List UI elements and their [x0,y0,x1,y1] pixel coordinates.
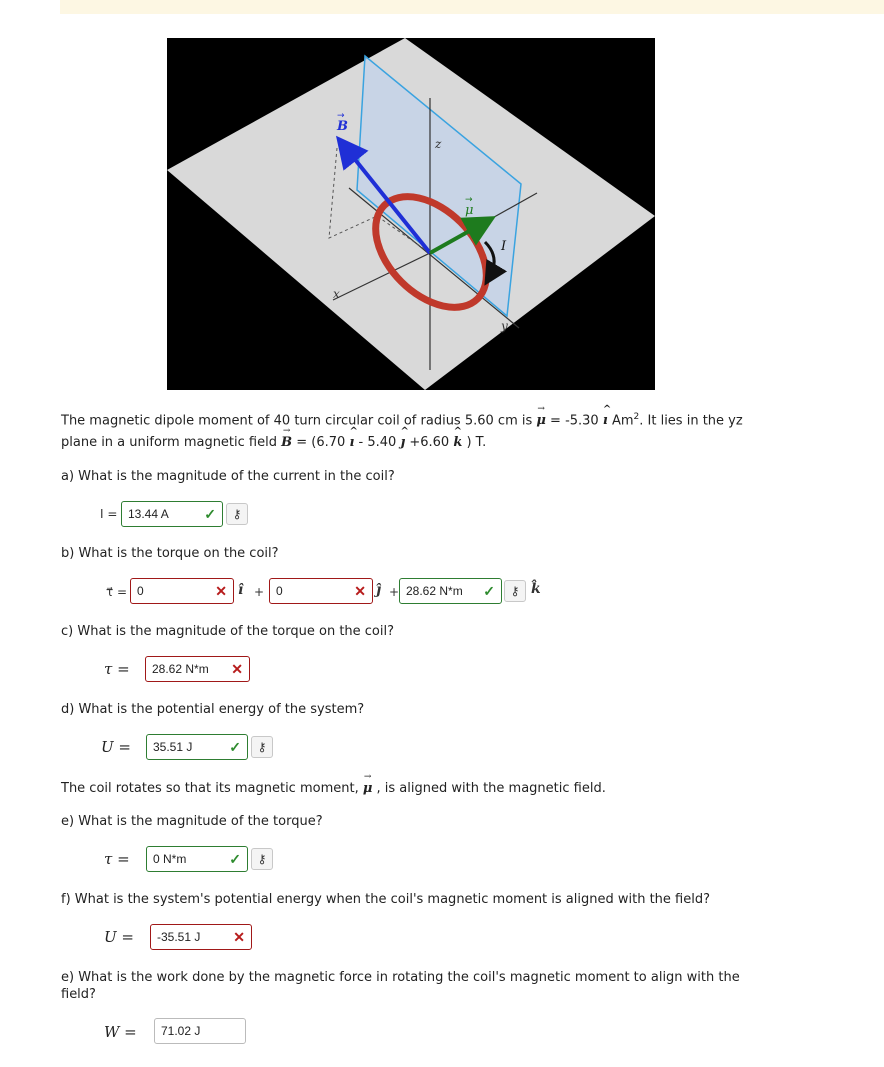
cross-icon: ✕ [231,661,243,677]
part-c-label: τ = [104,660,130,678]
part-e-question: e) What is the magnitude of the torque? [61,814,323,829]
part-f-value: -35.51 J [157,930,201,944]
y-label: y [501,319,508,333]
part-d-question: d) What is the potential energy of the system? [61,702,365,717]
part-e-value: 0 N*m [153,852,187,866]
part-b-y-value: 0 [276,584,283,598]
coil-diagram-svg [167,38,655,390]
plus-sign-2: + [389,585,400,599]
k-hat-unit: k̂ [531,581,541,597]
part-f-input[interactable] [150,924,252,950]
part-g-label: W = [104,1023,137,1041]
i-hat-unit: ı̂ [238,582,244,598]
part-b-x-value: 0 [137,584,144,598]
part-g-question-line-1: e) What is the work done by the magnetic force in rotating the coil's magnetic moment to align with the [61,970,740,985]
part-a-value: 13.44 A [128,507,169,521]
part-b-z-input[interactable] [399,578,502,604]
part-b-question: b) What is the torque on the coil? [61,546,279,561]
check-icon: ✓ [229,739,241,755]
part-b-label: τ⃗ = [106,585,128,599]
key-icon[interactable]: ⚷ [251,736,273,758]
part-a-label: I = [100,507,118,521]
part-c-input[interactable] [145,656,250,682]
part-f-question: f) What is the system's potential energy when the coil's magnetic moment is aligned with the field? [61,892,710,907]
check-icon: ✓ [483,583,495,599]
mu-label-arrow: → [465,195,473,205]
B-label: B [337,119,348,134]
top-banner [60,0,884,14]
part-g-value: 71.02 J [161,1024,201,1038]
check-icon: ✓ [204,506,216,522]
x-label: x [333,287,340,301]
problem-line-2: plane in a uniform magnetic field → B = (6.70 ^ ı - 5.40 ^ ȷ +6.60 ^ k ) T. [61,435,486,450]
key-icon[interactable]: ⚷ [251,848,273,870]
part-b-x-input[interactable] [130,578,234,604]
part-b-z-value: 28.62 N*m [406,584,463,598]
plus-sign-1: + [254,585,265,599]
key-icon[interactable]: ⚷ [226,503,248,525]
key-icon[interactable]: ⚷ [504,580,526,602]
B-label-arrow: → [337,111,345,121]
part-f-label: U = [104,928,134,946]
part-b-y-input[interactable] [269,578,373,604]
problem-line-1: The magnetic dipole moment of 40 turn circular coil of radius 5.60 cm is → μ = -5.30 ^ ı Am$^2$. It lies in the yz [61,412,743,428]
part-c-question: c) What is the magnitude of the torque on the coil? [61,624,395,639]
cross-icon: ✕ [233,929,245,945]
part-c-value: 28.62 N*m [152,662,209,676]
mu-label: μ [465,203,474,218]
part-d-label: U = [101,738,131,756]
coil-figure [167,38,655,390]
part-g-input[interactable] [154,1018,246,1044]
part-e-label: τ = [104,850,130,868]
j-hat-unit: ȷ̂ [376,582,382,598]
part-d-input[interactable] [146,734,248,760]
part-e-input[interactable] [146,846,248,872]
cross-icon: ✕ [215,583,227,599]
rotation-statement: The coil rotates so that its magnetic moment, → μ , is aligned with the magnetic field. [61,781,606,796]
cross-icon: ✕ [354,583,366,599]
check-icon: ✓ [229,851,241,867]
I-label: I [501,239,507,254]
part-a-question: a) What is the magnitude of the current in the coil? [61,469,395,484]
z-label: z [435,137,442,151]
part-a-input[interactable] [121,501,223,527]
part-d-value: 35.51 J [153,740,193,754]
part-g-question-line-2: field? [61,987,96,1002]
